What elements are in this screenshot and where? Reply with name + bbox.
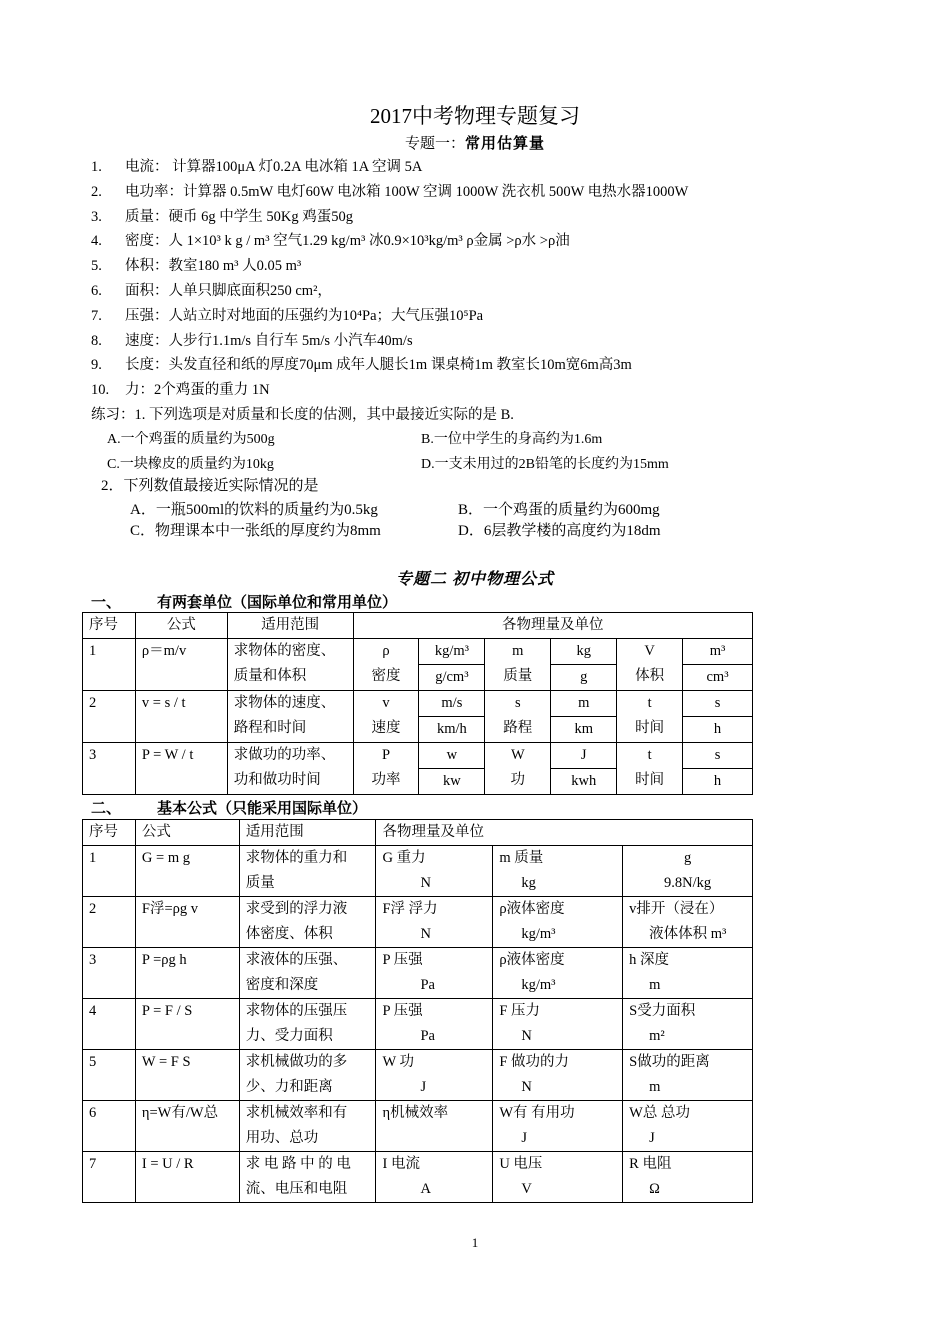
scope-line: 求物体的速度、 <box>233 695 336 711</box>
quantity-unit: m <box>649 1079 661 1095</box>
formula: G = m g <box>135 846 239 897</box>
quantity-cell <box>376 897 493 948</box>
quantity-name: F 压力 <box>499 1003 541 1019</box>
estimate-text: 电功率：计算器 0.5mW 电灯60W 电冰箱 100W 空调 1000W 洗衣机 500W 电热水器1000W <box>125 183 689 200</box>
header-cell: 适用范围 <box>227 613 353 639</box>
estimate-number: 5. <box>91 258 102 275</box>
table-row <box>83 846 753 897</box>
quantity-cell <box>493 897 623 948</box>
section2-title: 专题二 初中物理公式 <box>395 571 554 588</box>
estimate-item <box>91 205 353 226</box>
estimate-item <box>91 353 632 374</box>
scope-line: 质量和体积 <box>233 668 307 684</box>
estimate-number: 9. <box>91 357 102 374</box>
estimate-text: 压强：人站立时对地面的压强约为10⁴Pa；大气压强10⁵Pa <box>125 307 484 324</box>
quantity-symbol <box>617 743 683 795</box>
scope-line: 路程和时间 <box>233 720 307 736</box>
unit-common: h <box>683 717 753 743</box>
quantity-unit: N <box>420 926 431 942</box>
formula: I = U / R <box>135 1152 239 1203</box>
row-number: 3 <box>83 743 136 795</box>
quantity-unit: kg/m³ <box>521 977 556 993</box>
formula: η=W有/W总 <box>135 1101 239 1152</box>
quantity-unit: 9.8N/kg <box>664 875 712 891</box>
row-number: 1 <box>83 639 136 691</box>
scope <box>239 948 376 999</box>
unit-common: h <box>683 769 753 795</box>
unit-si: kg <box>551 639 617 665</box>
practice-q2-a: A．一瓶500ml的饮料的质量约为0.5kg <box>130 502 378 518</box>
estimate-number: 2. <box>91 183 102 200</box>
quantity-unit: Pa <box>420 977 435 993</box>
scope <box>227 743 353 795</box>
quantity-name: F 做功的力 <box>499 1054 570 1070</box>
quantity-unit: N <box>521 1079 532 1095</box>
quantity-name: 时间 <box>635 772 665 788</box>
quantity-unit: J <box>420 1079 427 1095</box>
quantity-cell <box>623 1050 753 1101</box>
quantity-cell <box>376 948 493 999</box>
row-number: 6 <box>83 1101 136 1152</box>
table-row <box>83 1152 753 1203</box>
quantity-name: η机械效率 <box>382 1105 449 1121</box>
table-row <box>83 1101 753 1152</box>
unit-common: km/h <box>419 717 485 743</box>
quantity-symbol <box>485 639 551 691</box>
practice-q1-c: C.一块橡皮的质量约为10kg <box>107 457 274 472</box>
formula: v = s / t <box>135 691 227 743</box>
quantity-cell <box>623 897 753 948</box>
scope-line: 求机械效率和有 <box>245 1105 348 1121</box>
quantity-unit: 液体体积 m³ <box>649 926 727 942</box>
scope-line: 求物体的压强压 <box>245 1003 348 1019</box>
part2-num: 二、 <box>91 801 122 817</box>
unit-common: kwh <box>551 769 617 795</box>
section1-name: 常用估算量 <box>465 136 546 152</box>
scope-line: 求受到的浮力液 <box>245 901 348 917</box>
quantity-sym: W <box>510 747 525 763</box>
quantity-cell <box>493 1101 623 1152</box>
scope-line: 力、受力面积 <box>245 1028 333 1044</box>
quantity-unit: m <box>649 977 661 993</box>
unit-common: g/cm³ <box>419 665 485 691</box>
estimate-number: 6. <box>91 283 102 299</box>
quantity-name: ρ液体密度 <box>499 901 565 917</box>
quantity-symbol <box>617 691 683 743</box>
quantity-sym: V <box>644 643 655 659</box>
quantity-cell <box>623 1152 753 1203</box>
quantity-unit: Ω <box>649 1181 660 1197</box>
quantity-cell <box>623 1101 753 1152</box>
table-row <box>83 897 753 948</box>
quantity-name: g <box>683 850 692 866</box>
table-row <box>83 1050 753 1101</box>
formula: W = F S <box>135 1050 239 1101</box>
estimate-number: 3. <box>91 208 102 225</box>
estimate-number: 4. <box>91 233 102 250</box>
quantity-unit: J <box>649 1130 655 1146</box>
quantity-cell <box>376 1101 493 1152</box>
estimate-text: 面积：人单只脚底面积250 cm²， <box>125 283 332 299</box>
estimate-text: 力：2个鸡蛋的重力 1N <box>125 382 270 399</box>
estimate-text: 电流： 计算器100μA 灯0.2A 电冰箱 1A 空调 5A <box>125 159 423 175</box>
formula-table <box>82 819 753 1203</box>
scope-line: 求物体的重力和 <box>245 850 348 866</box>
practice-q1-b: B.一位中学生的身高约为1.6m <box>421 432 603 447</box>
quantity-cell <box>493 1152 623 1203</box>
estimate-item <box>91 279 332 300</box>
quantity-cell <box>623 948 753 999</box>
quantity-name: P 压强 <box>382 952 423 968</box>
formula: P = F / S <box>135 999 239 1050</box>
scope-line: 质量 <box>245 875 275 891</box>
scope-line: 求 电 路 中 的 电 <box>245 1156 351 1172</box>
section1-title <box>0 132 950 153</box>
unit-common: g <box>551 665 617 691</box>
unit-si: s <box>683 691 753 717</box>
scope-line: 少、力和距离 <box>245 1079 333 1095</box>
quantity-unit: J <box>521 1130 527 1146</box>
unit-si: m/s <box>419 691 485 717</box>
quantity-unit: m² <box>649 1028 665 1044</box>
quantity-name: 体积 <box>635 668 665 684</box>
practice-q2-b: B．一个鸡蛋的质量约为600mg <box>458 502 660 518</box>
table-row <box>83 639 753 665</box>
scope-line: 流、电压和电阻 <box>245 1181 348 1197</box>
scope-line: 密度和深度 <box>245 977 319 993</box>
quantity-cell <box>376 999 493 1050</box>
quantity-name: 质量 <box>503 668 533 684</box>
scope <box>239 999 376 1050</box>
estimate-text: 质量：硬币 6g 中学生 50Kg 鸡蛋50g <box>125 208 353 225</box>
quantity-unit: N <box>521 1028 532 1044</box>
practice-q1-a: A.一个鸡蛋的质量约为500g <box>107 432 275 447</box>
unit-si: m³ <box>683 639 753 665</box>
quantity-cell <box>493 1050 623 1101</box>
scope-line: 体密度、体积 <box>245 926 333 942</box>
row-number: 5 <box>83 1050 136 1101</box>
quantity-cell <box>493 948 623 999</box>
estimate-text: 体积：教室180 m³ 人0.05 m³ <box>125 258 302 275</box>
quantity-sym: m <box>512 643 524 659</box>
row-number: 4 <box>83 999 136 1050</box>
quantity-sym: v <box>382 695 390 711</box>
units-table <box>82 612 753 795</box>
scope <box>239 846 376 897</box>
practice-q1-d: D.一支未用过的2B铅笔的长度约为15mm <box>421 457 669 472</box>
quantity-name: I 电流 <box>382 1156 420 1172</box>
formula: ρ＝m/v <box>135 639 227 691</box>
page-number: 1 <box>471 1235 479 1250</box>
estimate-item <box>91 329 413 350</box>
estimate-item <box>91 254 301 275</box>
quantity-name: W 功 <box>382 1054 415 1070</box>
quantity-name: P 压强 <box>382 1003 423 1019</box>
quantity-cell <box>623 999 753 1050</box>
table-row <box>83 743 753 769</box>
quantity-cell <box>376 1152 493 1203</box>
estimate-number: 7. <box>91 307 102 324</box>
estimate-text: 长度：头发直径和纸的厚度70μm 成年人腿长1m 课桌椅1m 教室长10m宽6m高3m <box>125 357 632 374</box>
section1-prefix: 专题一： <box>404 136 465 152</box>
quantity-cell <box>623 846 753 897</box>
table-row <box>83 999 753 1050</box>
estimate-item <box>91 155 422 176</box>
quantity-name: S受力面积 <box>629 1003 696 1019</box>
quantity-name: R 电阻 <box>629 1156 672 1172</box>
quantity-cell <box>493 999 623 1050</box>
scope-line: 求液体的压强、 <box>245 952 348 968</box>
page-title: 2017中考物理专题复习 <box>370 104 580 128</box>
table-header-row <box>83 820 753 846</box>
unit-common: kw <box>419 769 485 795</box>
unit-common: cm³ <box>683 665 753 691</box>
scope-line: 功和做功时间 <box>233 772 321 788</box>
scope-line: 求物体的密度、 <box>233 643 336 659</box>
quantity-sym: s <box>514 695 521 711</box>
quantity-name: 速度 <box>371 720 401 736</box>
unit-si: w <box>419 743 485 769</box>
estimate-item <box>91 378 270 399</box>
unit-si: J <box>551 743 617 769</box>
quantity-symbol <box>485 743 551 795</box>
quantity-unit: Pa <box>420 1028 435 1044</box>
header-cell: 序号 <box>83 613 136 639</box>
quantity-unit: N <box>420 875 431 891</box>
estimate-number: 10. <box>91 382 110 399</box>
quantity-symbol <box>353 691 419 743</box>
quantity-name: 路程 <box>503 720 533 736</box>
quantity-name: h 深度 <box>629 952 670 968</box>
quantity-cell <box>376 846 493 897</box>
quantity-name: ρ液体密度 <box>499 952 565 968</box>
header-cell: 适用范围 <box>239 820 376 846</box>
practice-q2-c: C．物理课本中一张纸的厚度约为8mm <box>130 523 381 539</box>
practice-q2: 2．下列数值最接近实际情况的是 <box>101 478 319 494</box>
quantity-symbol <box>617 639 683 691</box>
scope-line: 用功、总功 <box>245 1130 319 1146</box>
quantity-name: 时间 <box>635 720 665 736</box>
scope <box>239 1050 376 1101</box>
quantity-name: 功 <box>510 772 526 788</box>
quantity-name: 密度 <box>371 668 401 684</box>
scope <box>239 897 376 948</box>
scope <box>227 639 353 691</box>
quantity-name: v排开（浸在） <box>629 901 724 917</box>
quantity-sym: t <box>647 695 652 711</box>
scope <box>239 1152 376 1203</box>
quantity-unit: A <box>420 1181 431 1197</box>
scope <box>239 1101 376 1152</box>
quantity-cell <box>376 1050 493 1101</box>
quantity-sym: t <box>647 747 652 763</box>
part1-heading <box>91 591 397 612</box>
unit-si: m <box>551 691 617 717</box>
unit-common: km <box>551 717 617 743</box>
estimate-item <box>91 304 483 325</box>
quantity-name: U 电压 <box>499 1156 543 1172</box>
quantity-sym: P <box>381 747 391 763</box>
table-row <box>83 948 753 999</box>
row-number: 2 <box>83 691 136 743</box>
quantity-name: F浮 浮力 <box>382 901 438 917</box>
quantity-name: 功率 <box>371 772 401 788</box>
row-number: 2 <box>83 897 136 948</box>
formula: P =ρg h <box>135 948 239 999</box>
formula: P = W / t <box>135 743 227 795</box>
row-number: 1 <box>83 846 136 897</box>
quantity-name: W有 有用功 <box>499 1105 575 1121</box>
quantity-name: m 质量 <box>499 850 544 866</box>
estimate-item <box>91 180 688 201</box>
header-cell: 各物理量及单位 <box>353 613 752 639</box>
quantity-unit: kg <box>521 875 536 891</box>
unit-si: s <box>683 743 753 769</box>
estimate-text: 密度：人 1×10³ k g / m³ 空气1.29 kg/m³ 冰0.9×10³kg/m³ ρ金属 >ρ水 >ρ油 <box>125 233 570 250</box>
header-cell: 各物理量及单位 <box>376 820 753 846</box>
header-cell: 公式 <box>135 613 227 639</box>
quantity-unit: V <box>521 1181 532 1197</box>
unit-si: kg/m³ <box>419 639 485 665</box>
part2-heading <box>91 797 367 818</box>
practice-q2-d: D．6层教学楼的高度约为18dm <box>458 523 661 539</box>
quantity-unit: kg/m³ <box>521 926 556 942</box>
quantity-symbol <box>485 691 551 743</box>
part1-num: 一、 <box>91 595 122 611</box>
formula: F浮=ρg v <box>135 897 239 948</box>
scope-line: 求做功的功率、 <box>233 747 336 763</box>
header-cell: 序号 <box>83 820 136 846</box>
table-row <box>83 691 753 717</box>
quantity-name: W总 总功 <box>629 1105 690 1121</box>
header-cell: 公式 <box>135 820 239 846</box>
estimate-text: 速度：人步行1.1m/s 自行车 5m/s 小汽车40m/s <box>125 332 413 349</box>
quantity-sym: ρ <box>382 643 390 659</box>
table-header-row <box>83 613 753 639</box>
part1-title: 有两套单位（国际单位和常用单位） <box>157 595 398 611</box>
row-number: 3 <box>83 948 136 999</box>
scope-line: 求机械做功的多 <box>245 1054 348 1070</box>
estimate-number: 8. <box>91 332 102 349</box>
part2-title: 基本公式（只能采用国际单位） <box>157 801 368 817</box>
estimate-number: 1. <box>91 159 102 175</box>
quantity-name: S做功的距离 <box>629 1054 710 1070</box>
quantity-symbol <box>353 639 419 691</box>
row-number: 7 <box>83 1152 136 1203</box>
quantity-cell <box>493 846 623 897</box>
scope <box>227 691 353 743</box>
quantity-name: G 重力 <box>382 850 426 866</box>
practice-q1: 练习：1. 下列选项是对质量和长度的估测，其中最接近实际的是 B. <box>91 407 514 423</box>
quantity-symbol <box>353 743 419 795</box>
estimate-item <box>91 229 570 250</box>
